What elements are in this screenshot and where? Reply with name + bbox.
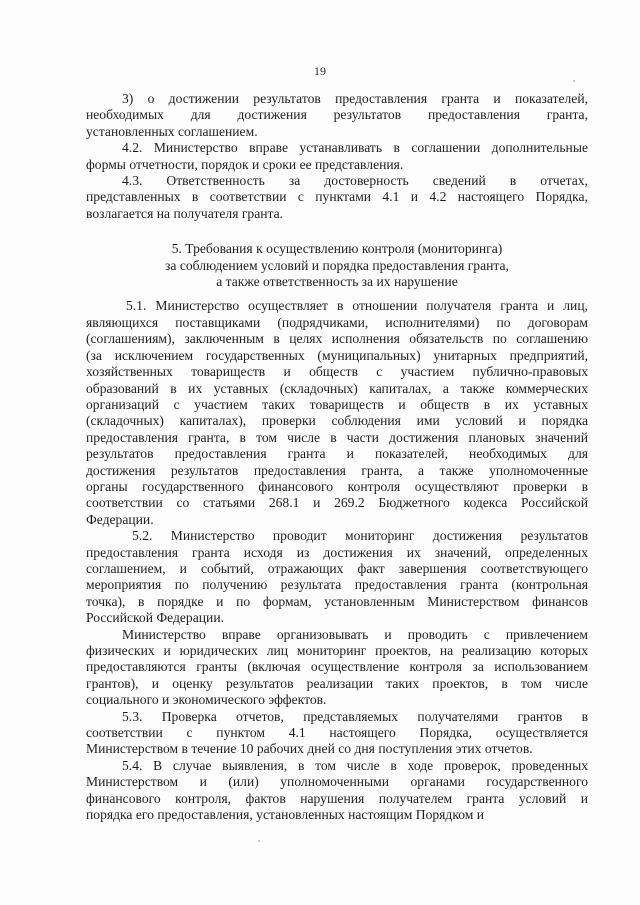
paragraph <box>86 528 588 626</box>
text-line: порядка его предоставления, установленных настоящим Порядком и <box>86 807 485 823</box>
text-line: предоставляются гранты (включая осуществление контроля за использованием <box>86 659 588 675</box>
text-line: физических и юридических лиц мониторинг проектов, на реализацию которых <box>86 643 588 658</box>
text-line: точка), в порядке и по формам, установленным Министерством финансов <box>86 593 588 609</box>
text-line: хозяйственных товариществ и обществ с участием публично-правовых <box>86 364 588 380</box>
paragraph <box>86 91 588 140</box>
section-title <box>86 241 588 290</box>
paragraph <box>86 627 588 709</box>
title-line: за соблюдением условий и порядка предоставления гранта, <box>165 257 509 273</box>
text-line: (за исключением государственных (муниципальных) унитарных предприятий, <box>86 347 588 363</box>
text-line: образований в их уставных (складочных) капиталах, а также коммерческих <box>86 380 588 396</box>
paragraph <box>86 140 588 173</box>
text-line: (складочных) капиталах), проверки соблюдения ими условий и порядка <box>86 413 588 429</box>
text-line: формы отчетности, порядок и сроки ее представления. <box>86 156 404 172</box>
text-line: (соглашениям), заключенным в целях исполнения обязательств по соглашению <box>86 331 588 347</box>
text-line: соглашением, и событий, отражающих факт завершения соответствующего <box>86 560 588 576</box>
document-body <box>86 91 588 823</box>
text-line: организаций с участием таких товариществ и обществ в их уставных <box>86 396 588 412</box>
page-number: 19 <box>314 64 326 78</box>
text-line: финансового контроля, фактов нарушения получателем гранта условий и <box>86 790 588 806</box>
text-line: 4.3. Ответственность за достоверность сведений в отчетах, <box>122 173 588 189</box>
paragraph <box>86 709 588 758</box>
paragraph <box>86 173 588 222</box>
text-line: грантов), и оценку результатов реализации таких проектов, в том числе <box>86 675 588 691</box>
text-line: представленных в соответствии с пунктами 4.1 и 4.2 настоящего Порядка, <box>86 189 588 205</box>
scan-speck <box>258 840 260 842</box>
paragraph <box>86 758 588 824</box>
text-line: Министерство вправе организовывать и проводить с привлечением <box>122 626 588 642</box>
text-line: мероприятия по получению результата предоставления гранта (контрольная <box>86 577 588 593</box>
paragraph <box>86 298 588 528</box>
scan-speck <box>573 80 575 82</box>
text-line: достижения результатов предоставления гранта, а также уполномоченные <box>86 462 588 478</box>
text-line: социального и экономического эффектов. <box>86 692 327 708</box>
text-line: 4.2. Министерство вправе устанавливать в соглашении дополнительные <box>122 140 588 156</box>
text-line: 3) о достижении результатов предоставления гранта и показателей, <box>122 91 588 106</box>
text-line: результатов предоставления гранта и показателей, необходимых для <box>86 446 588 462</box>
text-line: 5.3. Проверка отчетов, представляемых получателями грантов в <box>122 708 588 724</box>
title-line: 5. Требования к осуществлению контроля (мониторинга) <box>171 241 503 257</box>
text-line: являющихся поставщиками (подрядчиками, исполнителями) по договорам <box>86 314 588 330</box>
text-line: органы государственного финансового контроля осуществляют проверки в <box>86 478 588 494</box>
text-line: соответствии со статьями 268.1 и 269.2 Бюджетного кодекса Российской <box>86 495 588 511</box>
text-line: 5.1. Министерство осуществляет в отношении получателя гранта и лиц, <box>126 298 588 314</box>
text-line: предоставления гранта, в том числе в части достижения плановых значений <box>86 429 588 445</box>
text-line: Российской Федерации. <box>86 610 224 626</box>
text-line: установленных соглашением. <box>86 123 258 139</box>
text-line: Федерации. <box>86 511 154 527</box>
text-line: соответствии с пунктом 4.1 настоящего Порядка, осуществляется <box>86 725 588 741</box>
text-line: 5.4. В случае выявления, в том числе в ходе проверок, проведенных <box>122 757 588 773</box>
text-line: возлагается на получателя гранта. <box>86 205 284 221</box>
text-line: Министерством и (или) уполномоченными органами государственного <box>86 774 588 790</box>
title-line: а также ответственность за их нарушение <box>216 274 458 290</box>
text-line: необходимых для достижения результатов предоставления гранта, <box>86 107 588 123</box>
text-line: Министерством в течение 10 рабочих дней со дня поступления этих отчетов. <box>86 741 533 757</box>
text-line: предоставления гранта исходя из достижения их значений, определенных <box>86 544 588 560</box>
text-line: 5.2. Министерство проводит мониторинг достижения результатов <box>132 528 588 544</box>
